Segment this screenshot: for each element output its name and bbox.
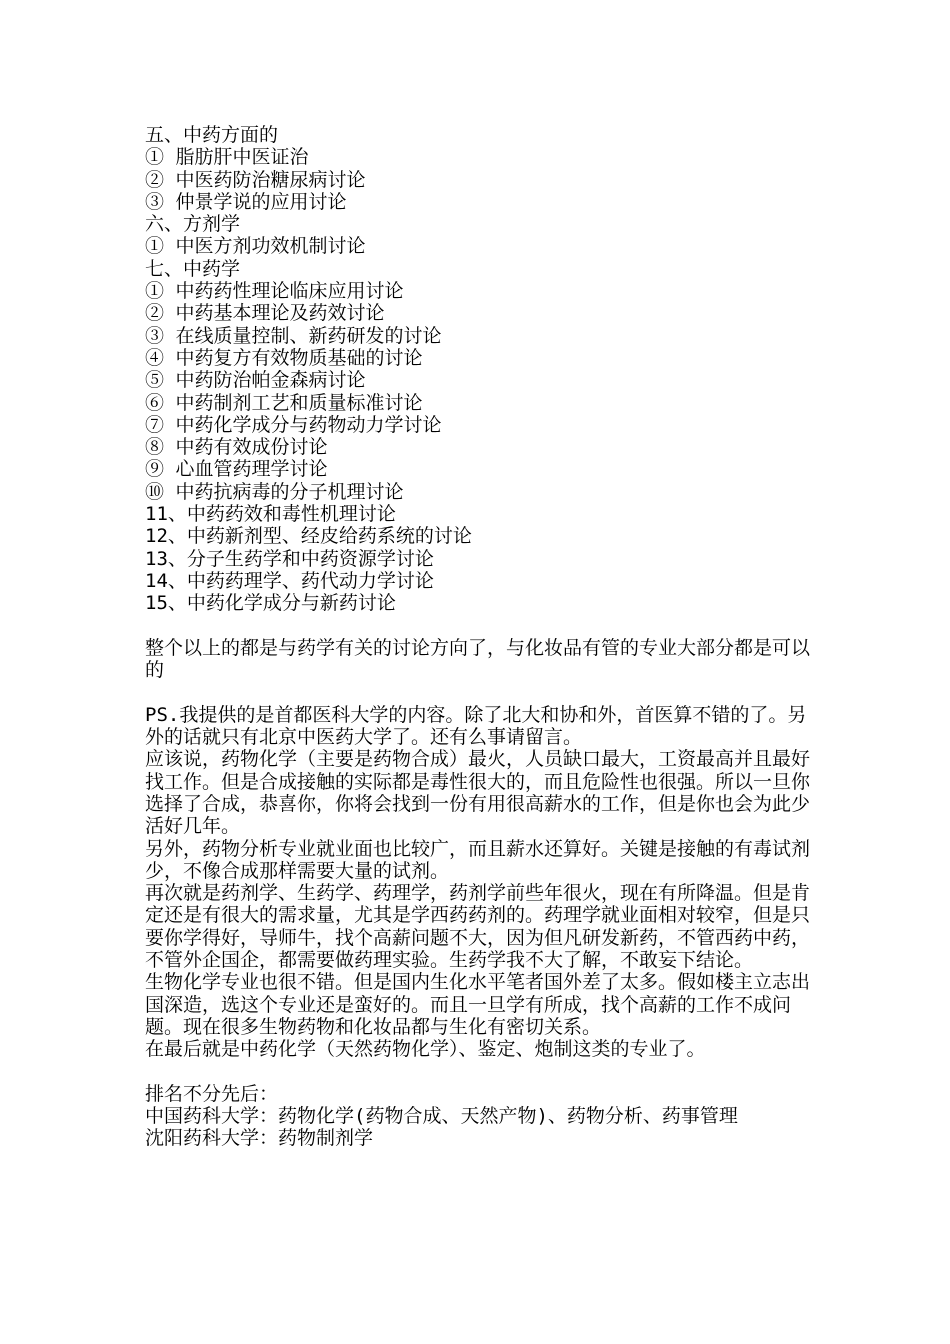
ps-paragraph: 生物化学专业也很不错。但是国内生化水平笔者国外差了太多。假如楼主立志出国深造，选这个专业还是蛮好的。而且一旦学有所成，找个高薪的工作不成问题。现在很多生物药物和化妆品都与生化有密切关系。 [145,971,811,1038]
ps-section [145,704,810,1061]
ps-paragraph: 在最后就是中药化学（天然药物化学）、鉴定、炮制这类的专业了。 [145,1038,706,1061]
ps-paragraph: PS.我提供的是首都医科大学的内容。除了北大和协和外，首医算不错的了。另外的话就只有北京中医药大学了。还有么事请留言。 [145,703,807,749]
list-item: 15、中药化学成分与新药讨论 [145,592,396,615]
list-item: ⑧ 中药有效成份讨论 [145,436,328,459]
list-item: 11、中药药效和毒性机理讨论 [145,503,396,526]
summary-paragraph: 整个以上的都是与药学有关的讨论方向了，与化妆品有管的专业大部分都是可以的 [145,636,811,682]
ranking-section [145,1083,810,1150]
list-item: ③ 仲景学说的应用讨论 [145,190,347,213]
ranking-entry: 中国药科大学：药物化学(药物合成、天然产物)、药物分析、药事管理 [145,1105,738,1128]
formulas-section [145,213,810,258]
list-item: ⑦ 中药化学成分与药物动力学讨论 [145,413,442,436]
list-item: ⑥ 中药制剂工艺和质量标准讨论 [145,391,423,414]
section-heading-materia-medica: 七、中药学 [145,257,241,280]
tcm-section [145,124,810,213]
list-item: 13、分子生药学和中药资源学讨论 [145,547,434,570]
list-item: 12、中药新剂型、经皮给药系统的讨论 [145,525,472,548]
blank-line [145,1060,810,1082]
list-item: ⑩ 中药抗病毒的分子机理讨论 [145,480,404,503]
ps-paragraph: 另外，药物分析专业就业面也比较广，而且薪水还算好。关键是接触的有毒试剂少，不像合成那样需要大量的试剂。 [145,837,811,882]
ps-paragraph: 应该说，药物化学（主要是药物合成）最火，人员缺口最大，工资最高并且最好找工作。但是合成接触的实际都是毒性很大的，而且危险性也很强。所以一旦你选择了合成，恭喜你，你将会找到一份有用很高薪水的工作，但是你也会为此少活好几年。 [145,748,811,838]
list-item: 14、中药药理学、药代动力学讨论 [145,569,434,592]
list-item: ① 中医方剂功效机制讨论 [145,235,366,258]
list-item: ④ 中药复方有效物质基础的讨论 [145,346,423,369]
ranking-entry: 沈阳药科大学：药物制剂学 [145,1127,374,1150]
list-item: ② 中药基本理论及药效讨论 [145,302,385,325]
list-item: ⑤ 中药防治帕金森病讨论 [145,369,366,392]
materia-medica-section [145,258,810,615]
list-item: ⑨ 心血管药理学讨论 [145,458,328,481]
list-item: ③ 在线质量控制、新药研发的讨论 [145,324,442,347]
list-item: ① 脂肪肝中医证治 [145,146,309,169]
ps-paragraph: 再次就是药剂学、生药学、药理学，药剂学前些年很火，现在有所降温。但是肯定还是有很大的需求量，尤其是学西药药剂的。药理学就业面相对较窄，但是只要你学得好，导师牛，找个高薪问题不大，因为但凡研发新药，不管西药中药，不管外企国企，都需要做药理实验。生药学我不大了解，不敢妄下结论。 [145,882,811,971]
list-item: ② 中医药防治糖尿病讨论 [145,168,366,191]
document-body [145,124,810,1150]
section-heading-formulas: 六、方剂学 [145,213,241,236]
list-item: ① 中药药性理论临床应用讨论 [145,280,404,303]
blank-line [145,615,810,637]
blank-line [145,681,810,703]
section-heading-tcm: 五、中药方面的 [145,124,279,146]
ranking-heading: 排名不分先后： [145,1082,279,1105]
